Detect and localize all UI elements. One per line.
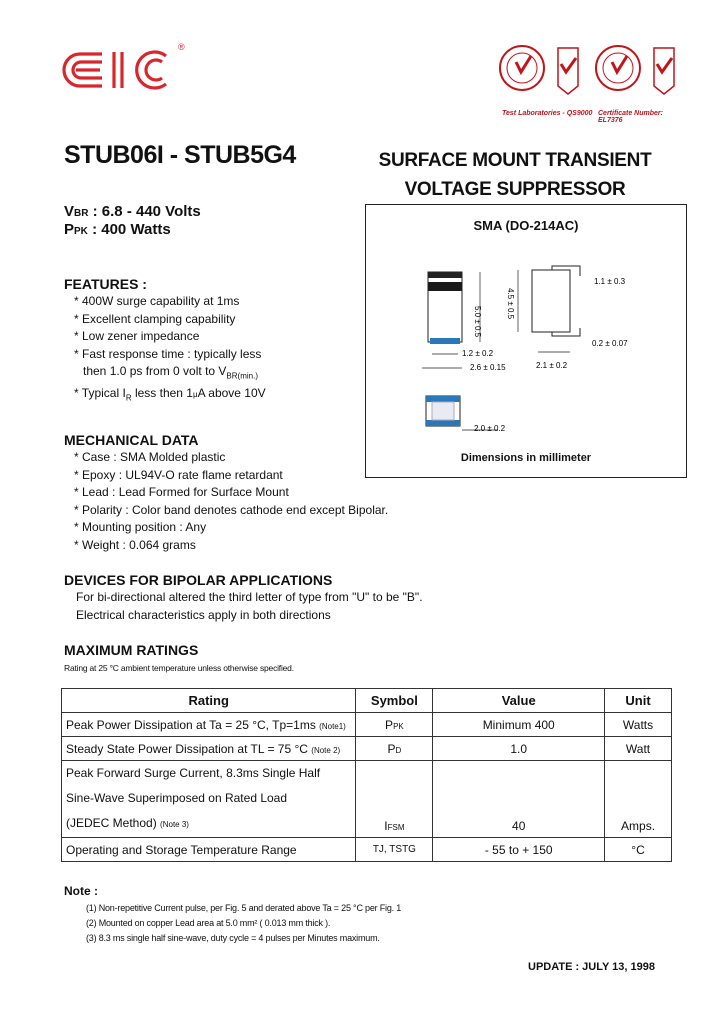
note-item: (1) Non-repetitive Current pulse, per Fig. 5 and derated above Ta = 25 °C per Fig. 1 bbox=[86, 903, 402, 913]
table-row: Operating and Storage Temperature Range TJ, TSTG - 55 to + 150 °C bbox=[62, 838, 672, 862]
dim-side-length: 2.1 ± 0.2 bbox=[536, 361, 568, 370]
feature-item: * Fast response time : typically less bbox=[74, 346, 262, 361]
features-heading: FEATURES : bbox=[64, 276, 147, 292]
note-item: (3) 8.3 ms single half sine-wave, duty cycle = 4 pulses per Minutes maximum. bbox=[86, 933, 380, 943]
table-row: Peak Forward Surge Current, 8.3ms Single Half Sine-Wave Superimposed on Rated Load (JEDEC Method) (Note 3) IFSM 40 Amps. bbox=[62, 761, 672, 838]
ratings-table bbox=[61, 688, 672, 862]
mechanical-item: * Weight : 0.064 grams bbox=[74, 537, 196, 552]
mechanical-item: * Mounting position : Any bbox=[74, 520, 207, 535]
dim-height-body: 5.0 ± 0.5 bbox=[473, 306, 482, 338]
mechanical-item: * Case : SMA Molded plastic bbox=[74, 450, 226, 464]
table-row: Steady State Power Dissipation at TL = 75 °C (Note 2) PD 1.0 Watt bbox=[62, 737, 672, 761]
column-header: Unit bbox=[605, 689, 672, 713]
column-header: Value bbox=[433, 689, 605, 713]
description-line-1: SURFACE MOUNT TRANSIENT bbox=[378, 150, 652, 171]
mechanical-heading: MECHANICAL DATA bbox=[64, 432, 199, 448]
description-line-2: VOLTAGE SUPPRESSOR bbox=[404, 179, 626, 200]
part-range-title: STUB06I - STUB5G4 bbox=[64, 141, 296, 169]
device-description bbox=[340, 146, 690, 204]
mechanical-item: * Polarity : Color band denotes cathode end except Bipolar. bbox=[74, 502, 389, 517]
bipolar-line: Electrical characteristics apply in both directions bbox=[76, 607, 331, 622]
bipolar-text bbox=[76, 589, 423, 624]
company-logo bbox=[62, 40, 192, 102]
registered-mark: ® bbox=[178, 42, 185, 52]
feature-item: * Excellent clamping capability bbox=[74, 311, 236, 326]
dim-width-band: 1.2 ± 0.2 bbox=[462, 349, 494, 358]
package-footer: Dimensions in millimeter bbox=[460, 452, 592, 464]
update-date: UPDATE : JULY 13, 1998 bbox=[528, 961, 655, 973]
mechanical-item: * Lead : Lead Formed for Surface Mount bbox=[74, 485, 289, 500]
package-drawing bbox=[370, 236, 682, 446]
spec-ppk: PPK : 400 Watts bbox=[64, 221, 171, 238]
package-title: SMA (DO-214AC) bbox=[473, 218, 579, 233]
mechanical-list bbox=[74, 449, 388, 555]
ratings-note: Rating at 25 °C ambient temperature unless otherwise specified. bbox=[64, 663, 294, 673]
notes-heading: Note : bbox=[64, 884, 98, 898]
feature-item: * Low zener impedance bbox=[74, 329, 200, 344]
dim-lead-top: 1.1 ± 0.3 bbox=[594, 277, 626, 286]
mechanical-item: * Epoxy : UL94V-O rate flame retardant bbox=[74, 467, 283, 482]
cert-caption-right: Certificate Number: EL7376 bbox=[598, 110, 663, 124]
column-header: Symbol bbox=[356, 689, 433, 713]
table-row: Peak Power Dissipation at Ta = 25 °C, Tp=1ms (Note1) PPK Minimum 400 Watts bbox=[62, 713, 672, 737]
dim-length: 2.6 ± 0.15 bbox=[470, 363, 506, 372]
feature-item: then 1.0 ps from 0 volt to $V_{BR(min.)}$ bbox=[83, 364, 258, 381]
dim-bottom-width: 2.0 ± 0.2 bbox=[474, 424, 506, 433]
dim-lead-thick: 0.2 ± 0.07 bbox=[592, 339, 628, 348]
note-item: (2) Mounted on copper Lead area at 5.0 mm² ( 0.013 mm thick ). bbox=[86, 918, 331, 928]
cert-caption-left: Test Laboratories - QS9000 bbox=[502, 110, 593, 117]
feature-item: * 400W surge capability at 1ms bbox=[74, 294, 240, 308]
feature-item: * Typical $I_R$ less then 1μA above 10V bbox=[74, 386, 266, 403]
notes-list bbox=[86, 901, 401, 946]
ratings-heading: MAXIMUM RATINGS bbox=[64, 642, 199, 658]
bipolar-heading: DEVICES FOR BIPOLAR APPLICATIONS bbox=[64, 572, 333, 588]
features-list bbox=[74, 293, 266, 407]
spec-vbr: VBR : 6.8 - 440 Volts bbox=[64, 203, 201, 220]
dim-side-height: 4.5 ± 0.5 bbox=[506, 288, 515, 320]
column-header: Rating bbox=[62, 689, 356, 713]
certification-badges bbox=[496, 40, 686, 125]
table-header-row bbox=[62, 689, 672, 713]
bipolar-line: For bi-directional altered the third letter of type from "U" to be "B". bbox=[76, 590, 423, 604]
